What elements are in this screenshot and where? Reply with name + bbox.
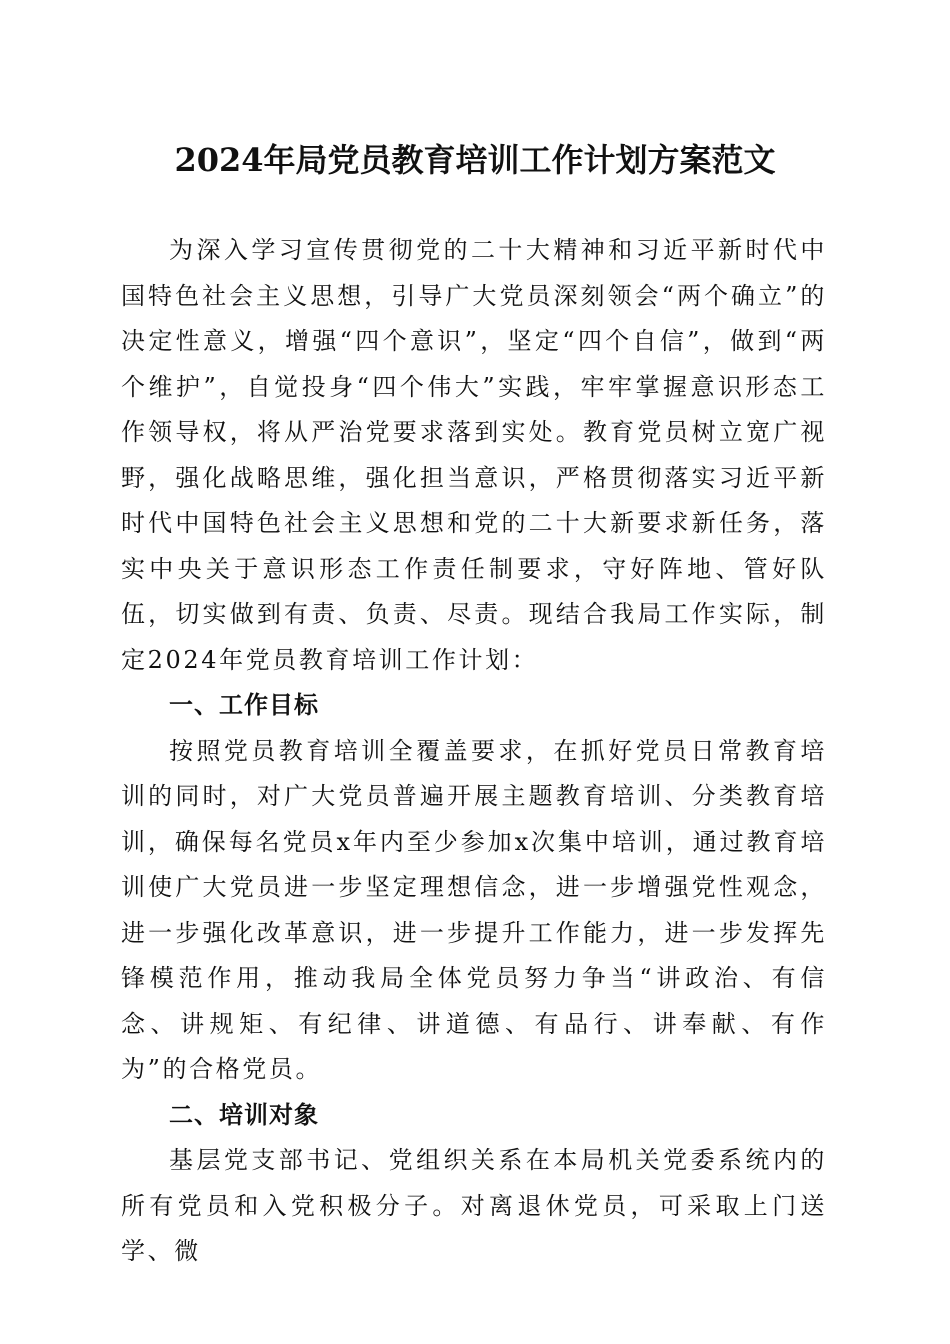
intro-paragraph: 为深入学习宣传贯彻党的二十大精神和习近平新时代中国特色社会主义思想，引导广大党员深刻领会“两个确立”的决定性意义，增强“四个意识”，坚定“四个自信”，做到“两个维护”，自觉投身“四个伟大”实践，牢牢掌握意识形态工作领导权，将从严治党要求落到实处。教育党员树立宽广视野，强化战略思维，强化担当意识，严格贯彻落实习近平新时代中国特色社会主义思想和党的二十大新要求新任务，落实中央关于意识形态工作责任制要求，守好阵地、管好队伍，切实做到有责、负责、尽责。现结合我局工作实际，制定2024年党员教育培训工作计划： [121, 236, 827, 674]
section-heading-audience: 二、培训对象 [169, 1100, 319, 1129]
document-body [121, 228, 827, 1275]
document-title: 2024年局党员教育培训工作计划方案范文 [174, 141, 776, 179]
section-paragraph-audience: 基层党支部书记、党组织关系在本局机关党委系统内的所有党员和入党积极分子。对离退休党员，可采取上门送学、微 [121, 1146, 827, 1265]
section-paragraph-goals: 按照党员教育培训全覆盖要求，在抓好党员日常教育培训的同时，对广大党员普遍开展主题教育培训、分类教育培训，确保每名党员x年内至少参加x次集中培训，通过教育培训使广大党员进一步坚定理想信念，进一步增强党性观念，进一步强化改革意识，进一步提升工作能力，进一步发挥先锋模范作用，推动我局全体党员努力争当“讲政治、有信念、讲规矩、有纪律、讲道德、有品行、讲奉献、有作为”的合格党员。 [121, 736, 827, 1083]
section-heading-goals: 一、工作目标 [169, 691, 319, 719]
